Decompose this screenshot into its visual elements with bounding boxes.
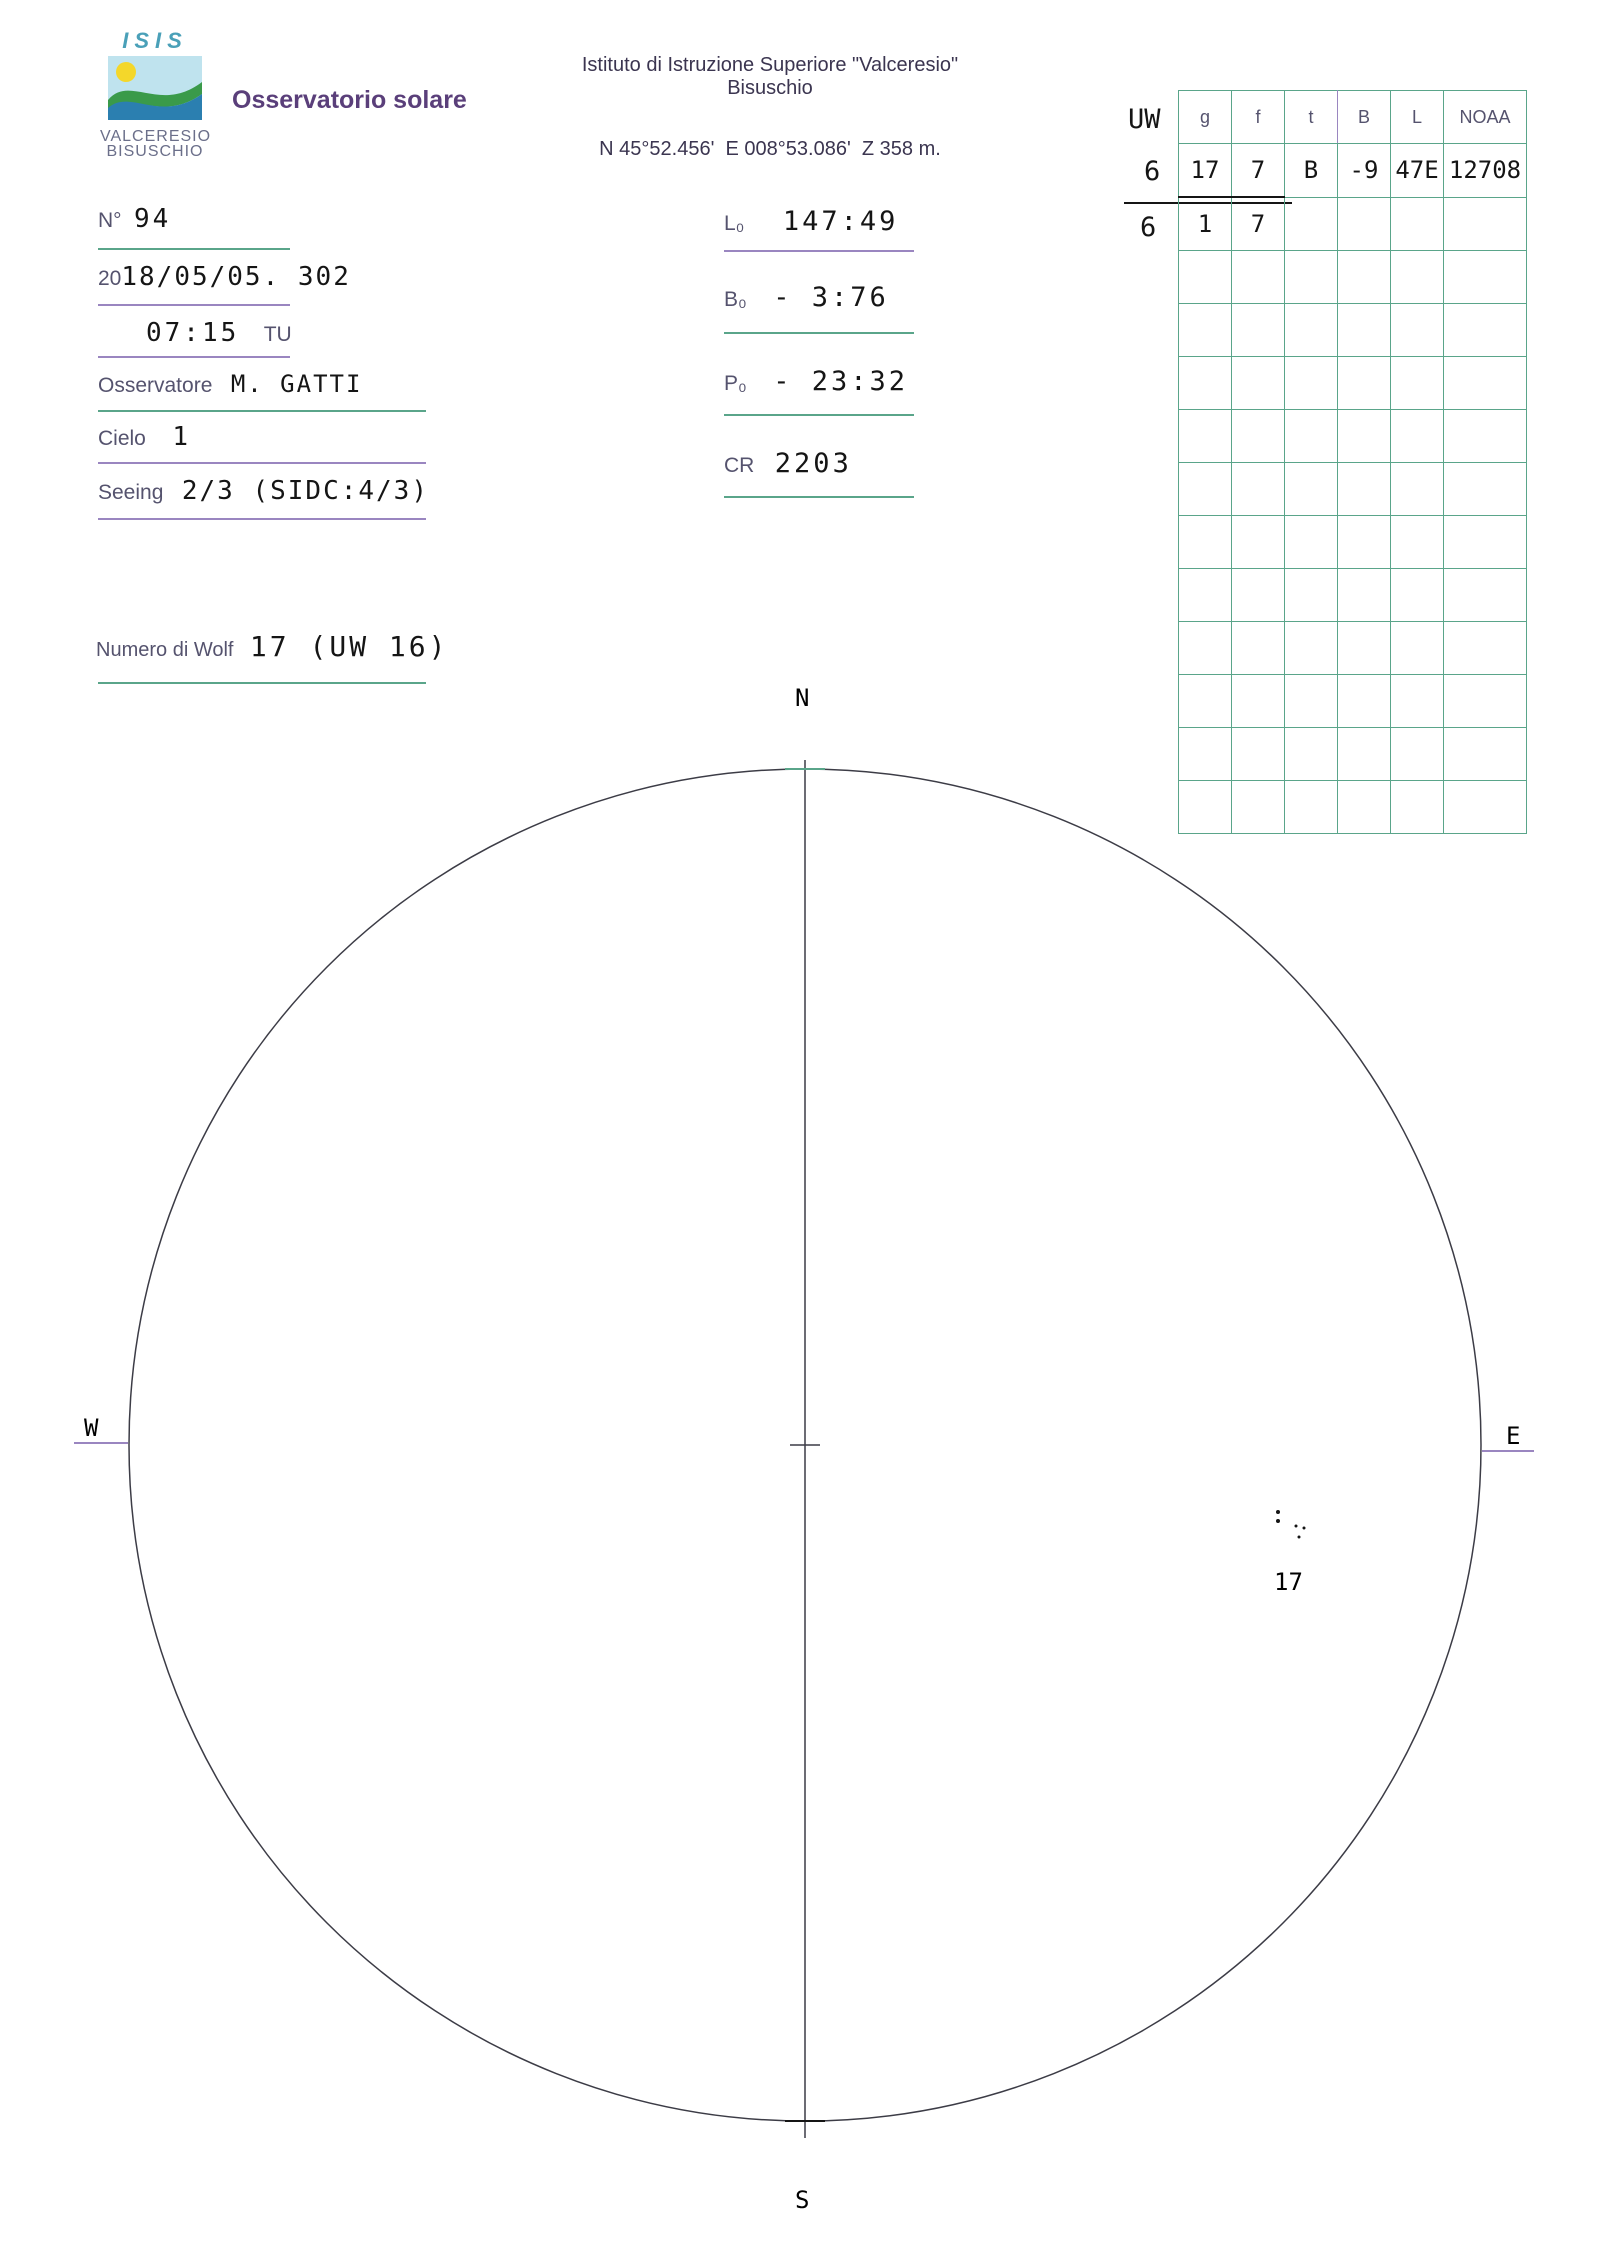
south-label: S [795, 2186, 810, 2214]
cell-t: B [1285, 144, 1338, 198]
cielo-label: Cielo [98, 427, 146, 450]
seeing-label: Seeing [98, 481, 164, 504]
cell-f: 7 [1232, 144, 1285, 198]
cell-l: 47E [1391, 144, 1444, 198]
cell-noaa: 12708 [1444, 144, 1527, 198]
sunspot-group-label: 17 [1274, 1568, 1303, 1596]
l0-value: 147:49 [782, 206, 899, 237]
numero-label: N° [98, 209, 122, 232]
col-header-l: L [1391, 91, 1444, 144]
b0-label: B₀ [724, 288, 747, 311]
osservatore-value: M. GATTI [230, 370, 363, 398]
cielo-value: 1 [172, 422, 191, 452]
institute-name: Istituto di Istruzione Superiore "Valceresio" [581, 54, 959, 76]
numero-value: 94 [134, 204, 172, 234]
l0-label: L₀ [724, 212, 745, 235]
cr-value: 2203 [774, 448, 852, 479]
uw-value-2: 6 [1140, 212, 1157, 243]
cell-f: 7 [1232, 197, 1285, 251]
p0-label: P₀ [724, 372, 747, 395]
p0-value: - 23:32 [773, 366, 908, 397]
logo-wordmark: ISIS [122, 28, 188, 53]
east-label: E [1506, 1422, 1521, 1450]
observatory-coordinates: N 45°52.456' E 008°53.086' Z 358 m. [599, 138, 941, 160]
uw-value-1: 6 [1144, 156, 1161, 187]
col-header-g: g [1179, 91, 1232, 144]
sunspot-group [1276, 1510, 1306, 1539]
cell-g: 17 [1179, 144, 1232, 198]
cell-b: -9 [1338, 144, 1391, 198]
b0-value: - 3:76 [773, 282, 889, 313]
col-header-t: t [1285, 91, 1338, 144]
col-header-f: f [1232, 91, 1285, 144]
logo-line-2: BISUSCHIO [106, 143, 204, 160]
logo-line-1: VALCERESIO [100, 128, 212, 145]
institute-town: Bisuschio [727, 77, 813, 99]
osservatore-label: Osservatore [98, 374, 213, 397]
observatory-title: Osservatorio solare [232, 86, 467, 114]
time-value: 07:15 [146, 318, 240, 348]
date-value: 18/05/05. 302 [121, 262, 351, 292]
col-header-b: B [1338, 91, 1391, 144]
col-header-noaa: NOAA [1444, 91, 1527, 144]
west-label: W [84, 1414, 99, 1442]
wolf-label: Numero di Wolf [96, 639, 234, 661]
cell-g: 1 [1179, 197, 1232, 251]
north-label: N [795, 684, 810, 712]
uw-header: UW [1128, 104, 1161, 135]
cr-label: CR [724, 454, 755, 477]
wolf-value: 17 (UW 16) [249, 630, 449, 663]
date-prefix: 20 [98, 267, 122, 290]
time-unit: TU [263, 323, 292, 346]
seeing-value: 2/3 (SIDC:4/3) [181, 476, 429, 506]
